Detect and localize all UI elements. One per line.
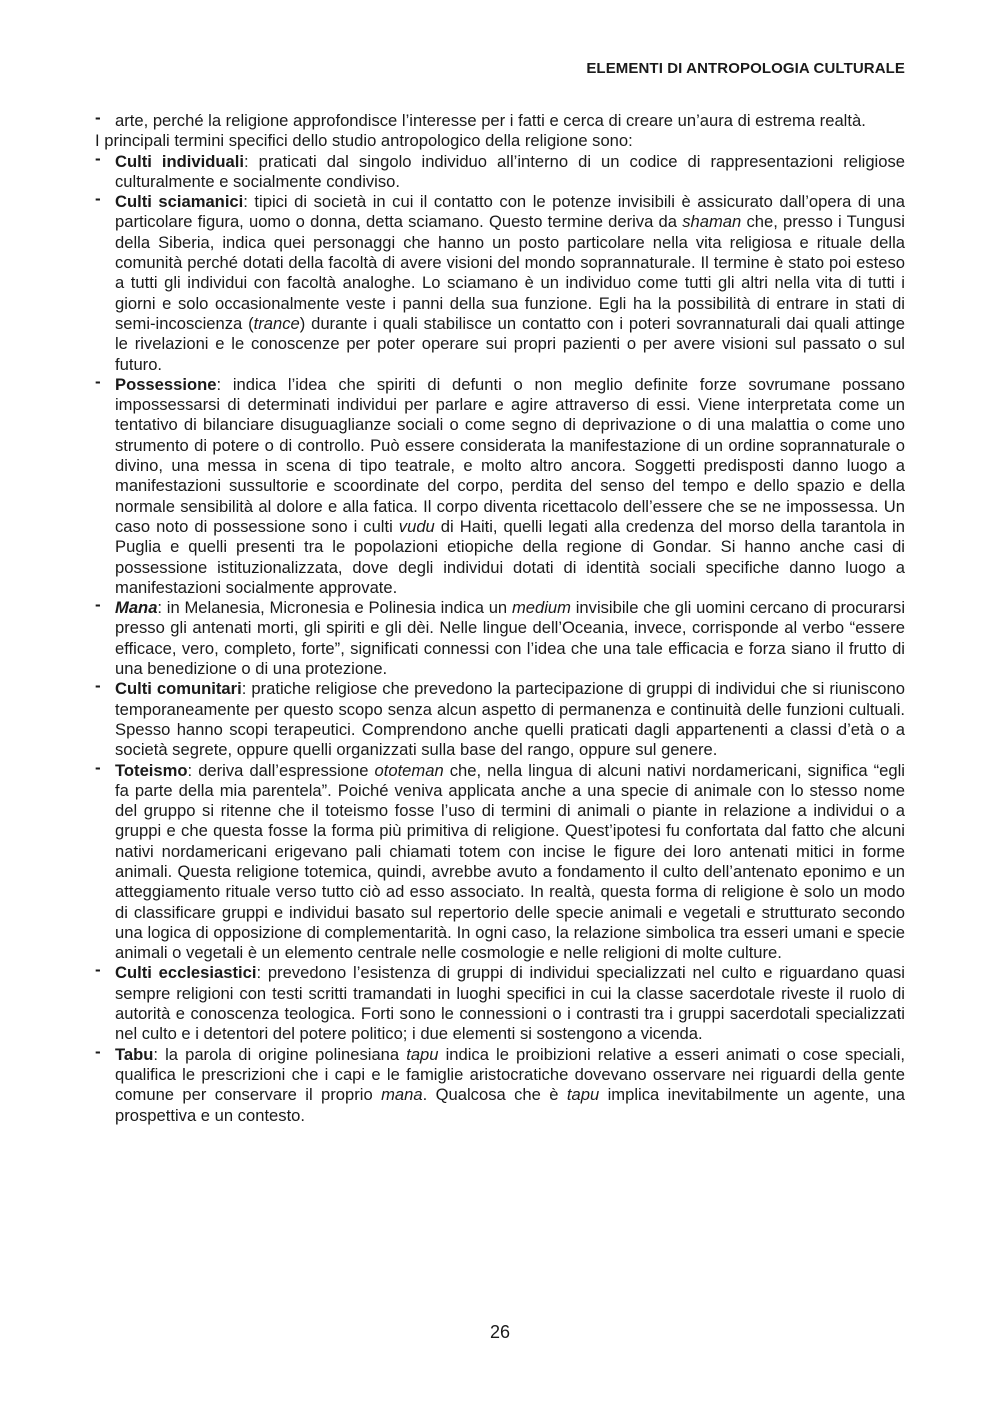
- term-definition-text: implica inevitabilmente un agente, una prospettiva e un contesto.: [115, 1085, 906, 1125]
- bullet-dash: -: [95, 371, 101, 391]
- term-definition-text: : praticati dal singolo individuo all’interno di un codice di rappresentazioni religiose culturalmente e socialmente condiviso.: [115, 151, 905, 191]
- italic-term: tapu: [406, 1044, 439, 1064]
- term-title: Toteismo: [115, 760, 188, 780]
- document-body: [95, 108, 906, 1126]
- page-number: 26: [489, 1322, 511, 1342]
- term-list-item: [95, 1041, 906, 1126]
- bullet-dash: -: [95, 1041, 101, 1061]
- lead-paragraph: I principali termini specifici dello studio antropologico della religione sono:: [95, 131, 633, 151]
- term-list-item: [95, 960, 905, 1044]
- term-definition-text: invisibile che gli uomini cercano di procurarsi presso gli antenati morti, gli spiriti e gli dèi. Nelle lingue dell’Oceania, invece, corrisponde al verbo “essere efficace, vero, completo, forte”, significati connessi con l’idea che una tale efficacia e forza siano il frutto di una benedizione o di una protezione.: [115, 598, 905, 679]
- term-list-item: [95, 148, 905, 193]
- bullet-dash: -: [95, 189, 101, 209]
- term-title: Tabu: [115, 1044, 154, 1064]
- intro-list-item: [95, 108, 905, 131]
- term-list-item: [95, 595, 905, 679]
- term-definition-text: : tipici di società in cui il contatto con le potenze invisibili è assicurato dall’opera di una particolare figura, uomo o donna, detta sciamano. Questo termine deriva da: [115, 192, 906, 232]
- term-definition-text: : pratiche religiose che prevedono la partecipazione di gruppi di individui che si riuniscono temporaneamente per questo scopo senza alcun aspetto di permanenza e continuità delle funzioni cultuali. Spesso hanno scopi terapeutici. Comprendono anche quelli praticati dagli appartenenti a classi d’età o a società segrete, oppure quelli organizzati sulla base del rango, oppure sul genere.: [115, 679, 905, 760]
- term-title: Culti sciamanici: [115, 192, 244, 212]
- bullet-dash: -: [95, 960, 101, 980]
- term-list-item: [95, 757, 905, 964]
- italic-term: medium: [511, 598, 571, 618]
- terms-list: [95, 148, 906, 1126]
- term-list-item: [95, 371, 905, 598]
- term-list-item: [95, 676, 905, 760]
- term-title: Possessione: [115, 374, 217, 394]
- term-definition-text: ) durante i quali stabilisce un contatto con i poteri sovrannaturali dai quali attinge le rivelazioni e le conoscenze per poter operare sui propri pazienti o per avere visioni sul passato o sul futuro.: [115, 313, 905, 374]
- italic-term: ototeman: [374, 760, 444, 780]
- term-title: Culti comunitari: [115, 679, 242, 699]
- term-definition-text: che, nella lingua di alcuni nativi nordamericani, significa “egli fa parte della mia parentela”. Poiché veniva applicata anche a una specie di animale con lo stesso nome del gruppo si ritenne che il toteismo fosse l’uso di termini di animali o piante in relazione a individui o a gruppi e che questa fosse la forma più primitiva di religione. Quest’ipotesi fu confortata dal fatto che alcuni nativi nordamericani erigevano pali chiamati totem con incise le figure dei loro antenati mitici in forme animali. Questa religione totemica, quindi, avrebbe avuto a fondamento il culto dell’antenato eponimo e un atteggiamento rituale verso tutto ciò ad esso associato. In realtà, questa forma di religione è solo un modo di classificare gruppi e individui basato sul repertorio delle specie animali e vegetali e strutturato secondo una logica di opposizione di complementarità. In ogni caso, la relazione simbolica tra esseri umani e specie animali o vegetali è un elemento centrale nelle cosmologie e nelle religioni di molte culture.: [115, 760, 905, 963]
- bullet-dash: -: [95, 676, 101, 696]
- term-list-item: [95, 189, 906, 375]
- term-definition-text: : in Melanesia, Micronesia e Polinesia indica un: [157, 598, 512, 618]
- italic-term: mana: [381, 1085, 423, 1105]
- term-definition-text: : prevedono l’esistenza di gruppi di individui specializzati nel culto e riguardano quasi sempre religioni con testi scritti tramandati in luoghi specifici in cui la classe sacerdotale riveste il ruolo di autorità e conoscenza teologica. Forti sono le connessioni o i contrasti tra i gruppi sacerdotali specializzati nel culto e i detentori del potere politico; i due elementi si sostengono a vicenda.: [115, 963, 905, 1044]
- italic-term: shaman: [682, 212, 742, 232]
- italic-term: tapu: [566, 1085, 600, 1105]
- bullet-dash: -: [95, 108, 101, 127]
- term-definition-text: di Haiti, quelli legati alla credenza del morso della tarantola in Puglia e quelli presenti tra le popolazioni etiopiche della regione di Gondar. Si hanno anche casi di possessione istituzionalizzata, dove degli individui dotati di identità sociali specifiche danno luogo a manifestazioni socialmente approvate.: [115, 516, 905, 597]
- term-definition-text: indica le proibizioni relative a esseri animati o cose speciali, qualifica le prescrizioni che i capi e le famiglie aristocratiche dovevano osservare nei riguardi della gente comune per conservare il proprio: [115, 1044, 905, 1105]
- term-title: Culti individuali: [115, 151, 244, 171]
- term-title: Culti ecclesiastici: [115, 963, 257, 983]
- intro-list-item-text: arte, perché la religione approfondisce l’interesse per i fatti e cerca di creare un’aura di estrema realtà.: [115, 111, 866, 130]
- bullet-dash: -: [95, 148, 101, 168]
- italic-term: vudu: [398, 516, 435, 536]
- term-title: Mana: [115, 598, 158, 618]
- term-definition-text: . Qualcosa che è: [422, 1085, 567, 1105]
- running-header: ELEMENTI DI ANTROPOLOGIA CULTURALE: [586, 60, 905, 77]
- term-definition-text: : indica l’idea che spiriti di defunti o non meglio definite forze sovrumane possano impossessarsi di determinati individui per parlare e agire attraverso di essi. Viene interpretata come un tentativo di bilanciare disuguaglianze sociali o come segno di deprivazione o di una malattia o come uno strumento di potere o di controllo. Può essere considerata la manifestazione di un ordine soprannaturale o divino, una messa in scena di tipo teatrale, e molto altro ancora. Soggetti predisposti danno luogo a manifestazioni sussultorie e scoordinate del corpo, perdita del senso del tempo e dello spazio e della normale sensibilità al dolore e alla fatica. Il corpo diventa ricettacolo dell’essere che se ne impossessa. Un caso noto di possessione sono i culti: [115, 374, 905, 536]
- bullet-dash: -: [95, 595, 101, 615]
- bullet-dash: -: [95, 757, 101, 777]
- italic-term: trance: [253, 313, 300, 333]
- term-definition-text: : la parola di origine polinesiana: [153, 1044, 407, 1064]
- term-definition-text: che, presso i Tungusi della Siberia, indica quei personaggi che hanno un posto particolare nella vita religiosa e rituale della comunità perché dotati della facoltà di avere visioni del mondo soprannaturale. Il termine è stato poi esteso a tutti gli individui con facoltà analoghe. Lo sciamano è un individuo come tutti gli altri nella vita di tutti i giorni e solo occasionalmente veste i panni della sua funzione. Egli ha la possibilità di entrare in stati di semi-incoscienza (: [115, 212, 905, 333]
- term-definition-text: : deriva dall’espressione: [187, 760, 375, 780]
